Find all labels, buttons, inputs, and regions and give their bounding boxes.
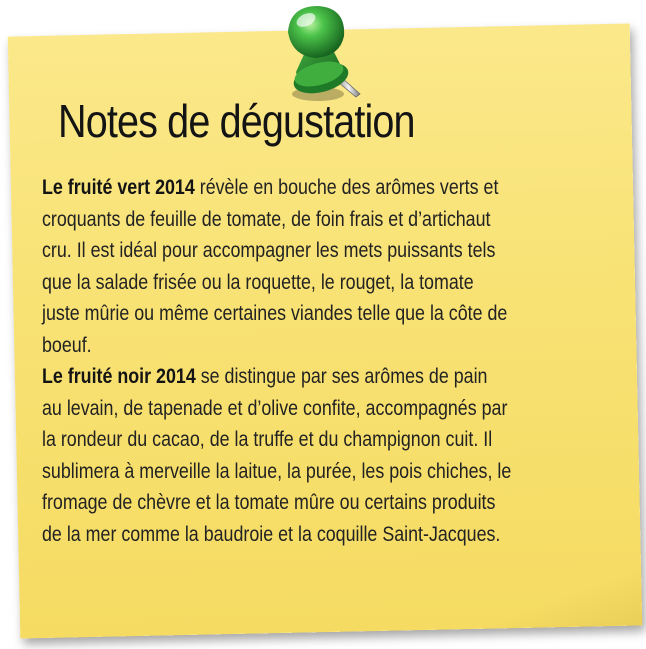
paragraph-1-line-5: juste mûrie ou même certaines viandes telle que la côte de [42,302,508,325]
paragraph-2-line-2: au levain, de tapenade et d’olive confite, accompagnés par [42,396,508,420]
paragraph-2-line-3: la rondeur du cacao, de la truffe et du champignon cuit. Il [42,428,493,451]
wine-name-fruite-noir: Le fruité noir 2014 [42,365,196,388]
paragraph-1-line-6: boeuf. [42,333,92,357]
wine-name-fruite-vert: Le fruité vert 2014 [42,176,195,199]
paragraph-2-line-6: de la mer comme la baudroie et la coquille Saint-Jacques. [42,522,501,546]
paragraph-2-line-5: fromage de chèvre et la tomate mûre ou certains produits [42,491,496,514]
paragraph-1-line-1 [42,172,586,204]
paragraph-1-line-3: cru. Il est idéal pour accompagner les mets puissants tels [42,239,496,262]
paragraph-2-line-4: sublimera à merveille la laitue, la purée, les pois chiches, le [42,459,512,483]
paragraph-2-line-1 [42,361,586,393]
tasting-notes-body [42,172,586,550]
paragraph-1-line-4: que la salade frisée ou la roquette, le rouget, la tomate [42,270,474,294]
page-title: Notes de dégustation [58,95,415,147]
paragraph-2-line-1-text: se distingue par ses arômes de pain [195,365,488,388]
paragraph-1-line-2: croquants de feuille de tomate, de foin frais et d’artichaut [42,207,491,231]
paragraph-1-line-1-text: révèle en bouche des arômes verts et [194,176,499,199]
